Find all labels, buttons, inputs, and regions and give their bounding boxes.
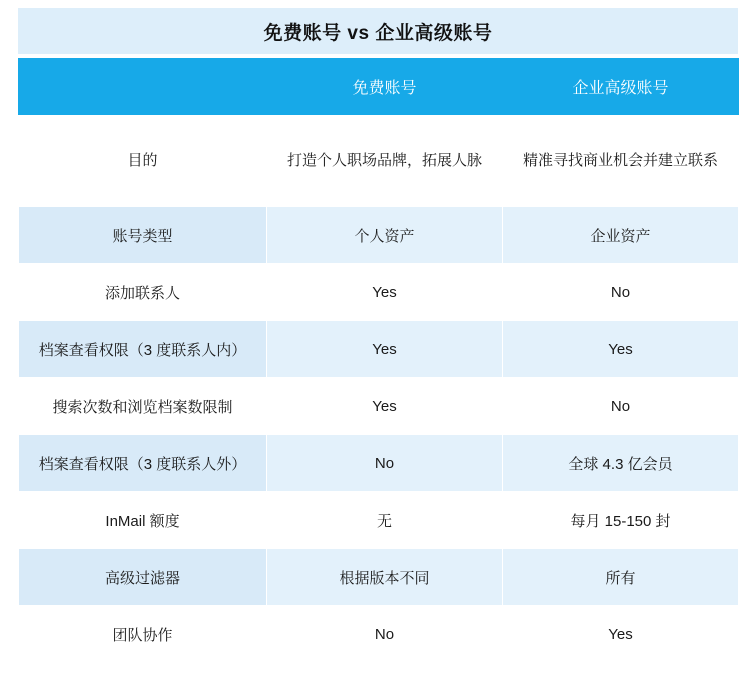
row-value-premium: Yes	[503, 606, 739, 663]
row-value-premium: No	[503, 264, 739, 321]
row-value-free: 个人资产	[267, 207, 503, 264]
row-value-free: 打造个人职场品牌，拓展人脉	[267, 115, 503, 207]
column-header-free: 免费账号	[267, 59, 503, 115]
row-value-premium: 企业资产	[503, 207, 739, 264]
row-value-free: Yes	[267, 378, 503, 435]
row-value-free: Yes	[267, 321, 503, 378]
row-label: 搜索次数和浏览档案数限制	[19, 378, 267, 435]
table-row	[19, 435, 739, 492]
table-row	[19, 207, 739, 264]
table-row	[19, 264, 739, 321]
row-value-premium: 每月 15-150 封	[503, 492, 739, 549]
row-value-free: 无	[267, 492, 503, 549]
row-label: 账号类型	[19, 207, 267, 264]
table-row	[19, 378, 739, 435]
row-label: InMail 额度	[19, 492, 267, 549]
row-value-free: No	[267, 606, 503, 663]
row-value-free: No	[267, 435, 503, 492]
table-row	[19, 115, 739, 207]
row-value-premium: Yes	[503, 321, 739, 378]
row-value-premium: 精准寻找商业机会并建立联系	[503, 115, 739, 207]
row-label: 团队协作	[19, 606, 267, 663]
row-label: 高级过滤器	[19, 549, 267, 606]
row-label: 档案查看权限（3 度联系人内）	[19, 321, 267, 378]
row-value-premium: No	[503, 378, 739, 435]
row-label: 档案查看权限（3 度联系人外）	[19, 435, 267, 492]
row-value-premium: 全球 4.3 亿会员	[503, 435, 739, 492]
table-row	[19, 492, 739, 549]
comparison-table	[18, 58, 739, 663]
row-value-premium: 所有	[503, 549, 739, 606]
row-value-free: 根据版本不同	[267, 549, 503, 606]
table-row	[19, 321, 739, 378]
table-header-row	[19, 59, 739, 115]
table-row	[19, 606, 739, 663]
column-header-feature	[19, 59, 267, 115]
row-label: 目的	[19, 115, 267, 207]
row-label: 添加联系人	[19, 264, 267, 321]
table-body	[19, 115, 739, 663]
table-head	[19, 59, 739, 115]
table-row	[19, 549, 739, 606]
row-value-free: Yes	[267, 264, 503, 321]
column-header-premium: 企业高级账号	[503, 59, 739, 115]
page-title-bar	[18, 8, 738, 54]
page-title: 免费账号 vs 企业高级账号	[263, 22, 493, 44]
